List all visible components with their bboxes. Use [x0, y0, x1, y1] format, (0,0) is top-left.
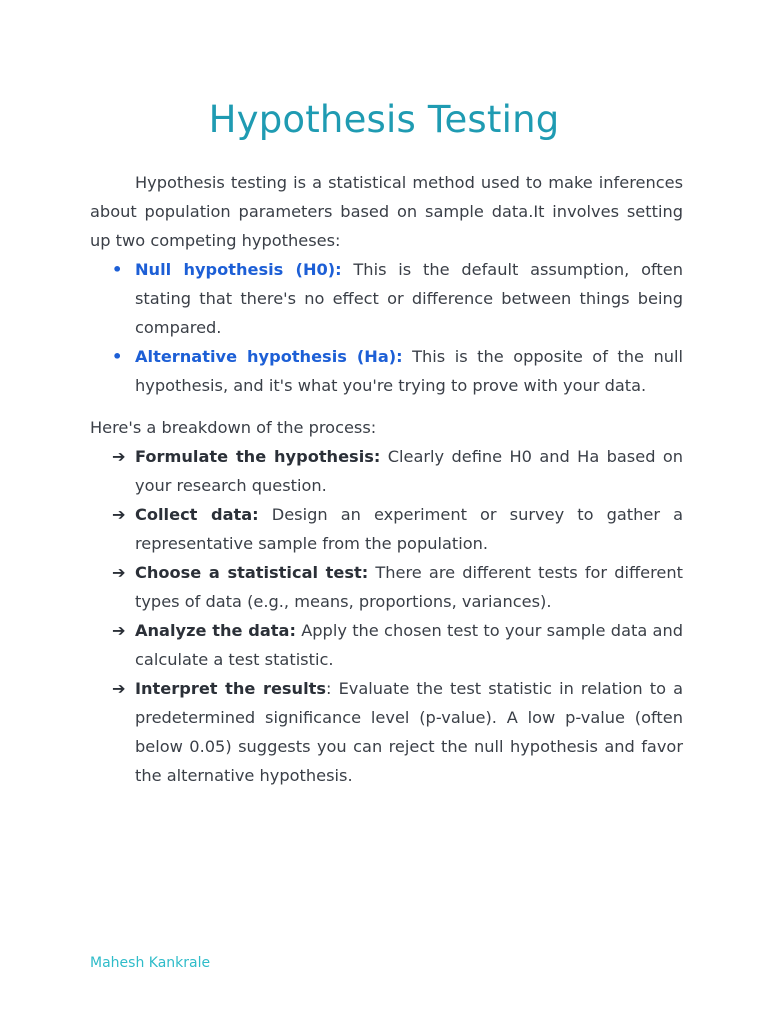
- bullet-icon: •: [112, 347, 123, 366]
- step-collect: [90, 500, 683, 558]
- list-item-null-hypothesis: [90, 255, 683, 342]
- intro-paragraph: Hypothesis testing is a statistical method used to make inferences about population parameters based on sample data.It involves setting up two competing hypotheses:: [90, 173, 683, 250]
- bullet-icon: •: [112, 260, 123, 279]
- arrow-right-icon: ➔: [112, 563, 126, 582]
- alternative-hypothesis-text: This is the opposite of the null hypothesis, and it's what you're trying to prove with your data.: [135, 347, 683, 395]
- arrow-right-icon: ➔: [112, 505, 126, 524]
- alternative-hypothesis-term: Alternative hypothesis (Ha):: [135, 347, 403, 366]
- step-term: Interpret the results: [135, 679, 327, 698]
- step-term: Formulate the hypothesis:: [135, 447, 381, 466]
- arrow-right-icon: ➔: [112, 447, 126, 466]
- process-intro: Here's a breakdown of the process:: [90, 418, 377, 437]
- null-hypothesis-term: Null hypothesis (H0):: [135, 260, 342, 279]
- step-text: There are different tests for different types of data (e.g., means, proportions, variances).: [135, 563, 683, 611]
- step-choose-test: [90, 558, 683, 616]
- step-term: Collect data:: [135, 505, 259, 524]
- process-steps-list: [90, 442, 683, 790]
- list-item-alternative-hypothesis: [90, 342, 683, 400]
- arrow-right-icon: ➔: [112, 621, 126, 640]
- step-text: Clearly define H0 and Ha based on your research question.: [135, 447, 684, 495]
- step-interpret: [90, 674, 683, 790]
- arrow-right-icon: ➔: [112, 679, 126, 698]
- step-text: : Evaluate the test statistic in relation to a predetermined significance level (p-value). A low p-value (often below 0.05) suggests you can reject the null hypothesis and favor the alternative hypothesis.: [135, 679, 683, 785]
- null-hypothesis-text: This is the default assumption, often stating that there's no effect or difference between things being compared.: [135, 260, 683, 337]
- author-name: Mahesh Kankrale: [90, 955, 211, 971]
- step-term: Choose a statistical test:: [135, 563, 369, 582]
- page-title: Hypothesis Testing: [208, 98, 560, 141]
- hypotheses-list: [90, 255, 683, 400]
- step-text: Apply the chosen test to your sample data and calculate a test statistic.: [135, 621, 683, 669]
- step-text: Design an experiment or survey to gather a representative sample from the population.: [135, 505, 683, 553]
- step-formulate: [90, 442, 683, 500]
- step-term: Analyze the data:: [135, 621, 296, 640]
- document-body: [90, 168, 683, 790]
- step-analyze: [90, 616, 683, 674]
